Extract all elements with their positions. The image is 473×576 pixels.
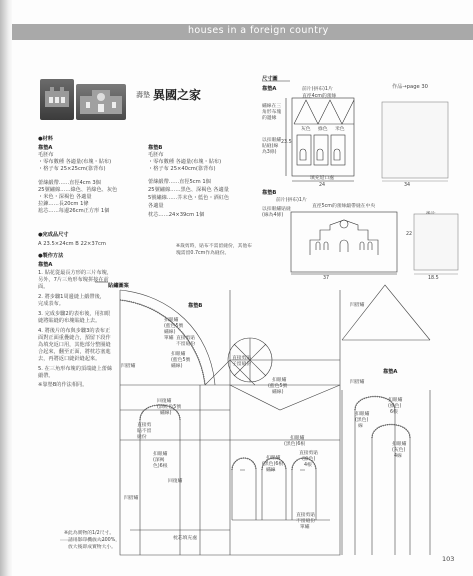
pattern-label-p2: 繡線) [171,364,183,369]
pattern-label-p1: 扣眼繡 [164,318,179,323]
b-left-label: 以扣眼繡貼縫 [262,207,291,212]
pattern-label-p5: 繡線) [272,390,284,395]
b-dim-width: 37 [323,276,330,281]
a-front-label: 前片(拼布)1片 [302,87,333,92]
cushion-a-back [382,102,448,181]
materials-b-line: ・格子布 25×40cm(靠背布) [148,166,216,172]
size-chart-a-label: 靠墊A [262,86,277,92]
page-title: 異國之家 [153,88,202,102]
pattern-label-p1: 單繡 [164,336,174,341]
materials-a-line: 尬芯……每邊26cm正方形 1個 [38,208,110,214]
materials-b-line: ・零布數種 各適量(布塊・貼布) [148,159,222,165]
method-line: 縫將貼縫的布塊貼縫上去。 [38,318,101,324]
method-line: 合起來，翻至正面，將枕芯塞進 [38,349,111,355]
page-ref: 作品→page 30 [392,84,428,90]
b-back-dim: 18.5 [428,276,439,281]
method-heading: ●製作方法 [38,253,64,259]
pattern-right-label: 凹摺繡 [350,380,365,385]
pattern-label-p12: 直接剪貼 [296,513,316,518]
materials-a-line: 蕾絲緞帶……直徑4cm 3個 [38,180,101,186]
series-label: 壽墊 [136,91,150,99]
b-front-label: 前片(拼布)1片 [276,198,307,203]
method-line: 另外，7片三角形布塊拼接在前 [38,277,109,283]
pattern-label-p1: 繡線) [164,330,176,335]
pattern-label-p5: 扣眼繡 [272,378,287,383]
method-line: 2. 將步驟1周邊縫上緞帶後， [38,294,105,300]
materials-a-title: 靠墊A [38,145,53,151]
pattern-a-stitch [355,397,410,439]
b-dim-height: 22 [406,232,413,237]
pattern-label-p16: 4根 [304,463,312,468]
a-left-label: 繡線在三 [262,104,282,109]
a-back-dim: 34 [404,183,411,188]
pattern-label-p12: 單繡 [300,525,310,530]
a-left-label-2: 貼縫(線 [262,144,279,149]
pattern-side-label: 凹摺繡 [124,496,139,501]
pattern-label-p9: 扣眼繡 [290,436,305,441]
materials-b-line: 25號繡線……黑色、深褐色 各適量 [148,187,229,193]
page-number: 103 [442,555,455,563]
materials-b-line: 5號繡線……芥末色・藍色・酒紅色 [148,195,230,201]
pattern-b-title: 靠墊B [188,303,203,309]
pattern-a-diagram [342,285,430,555]
pattern-label-p5: (藍色5號 [268,384,288,389]
a-tile-label: 米色 [335,127,345,132]
a-left-label: 的邊緣 [262,116,277,121]
cushion-a-diagram [286,98,354,181]
pattern-right-label: 凹摺繡 [350,303,365,308]
method-line: 緞帶。 [38,373,54,379]
pattern-label-p4: 子留縫份 [232,362,252,367]
a-bottom-label: 填充返口處 [310,176,334,181]
materials-heading: ●材料 [38,136,53,142]
pattern-label-p3: 直接剪貼 [176,336,196,341]
pattern-label-p4: 直接剪貼 [232,356,252,361]
pattern-label-p11: (黑色)6根 [262,462,284,467]
materials-a-line: ・零布數種 各適量(布塊・貼布) [38,159,112,165]
pattern-label-p14: 6根 [390,410,398,415]
pattern-label-p6: 回復繡 [157,399,172,404]
a-tile-label: 灰色 [301,127,311,132]
pattern-label-p14: (綠色) [388,404,402,409]
pattern-label-p2: 扣眼繡 [171,352,186,357]
pattern-label-p8: 色)6根 [153,464,168,469]
method-line: 4. 將後片的布與步驟3的表布正 [38,328,111,334]
pattern-label-p7: 縫份 [137,435,147,440]
scale-note: ※此為實物的1/2尺寸。 [64,531,115,536]
materials-b-title: 靠墊B [148,145,163,151]
scale-note: 放大後即成實物大小。 [68,545,116,550]
pattern-label-p7: 貼不留 [137,429,152,434]
a-dim-width: 24 [319,183,326,188]
pattern-label-p13: 枕芯填充處 [173,536,197,541]
pattern-label-p17: 線 [358,424,363,429]
pattern-label-p15: (灰色) [392,448,406,453]
pattern-label-p12: 不留縫份 [296,519,316,524]
a-lace-label: 直徑4cm的蕾絲 [302,94,337,99]
pattern-label-p17: (黑色) [355,418,369,423]
method-line: 5. 在三角形布塊的頂端縫上蕾絲 [38,366,113,372]
method-line: 1. 貼花從最長方形的三片布塊， [38,270,113,276]
method-line: 3. 完成步驟2的表布後，用扣眼 [38,311,111,317]
pattern-label-p8: (深褐 [153,458,165,463]
pattern-label-p16: (綠色) [302,457,316,462]
materials-note: ※裁剪時，貼布不需留縫份，其他布 [176,244,252,249]
pattern-side-label: 凹摺繡 [121,364,136,369]
pattern-a-title: 靠墊A [383,369,398,375]
pattern-label-p7: 直接剪 [137,423,152,428]
pattern-label-p14: 扣眼繡 [388,398,403,403]
a-dim-height: 23.5 [281,140,292,145]
finished-heading: ●完成品尺寸 [38,232,69,238]
pattern-label-p6: (酒紅色5號 [157,405,182,410]
finished-size: A 23.5×24cm B 22×37cm [38,241,106,247]
pattern-label-p11: 扣眼繡 [266,456,281,461]
materials-b-line: 各適量 [148,203,164,209]
pattern-label-p15: 扣眼繡 [392,442,407,447]
materials-a-line: 拉鍊……長20cm 1條 [38,201,89,207]
a-left-label: 角形布塊 [262,110,282,115]
materials-b-line: 毛胚布 [148,152,164,158]
materials-note: 塊需留0.7cm作為縫份。 [176,251,230,256]
method-line: 面。 [38,284,49,290]
materials-a-line: ・米色・深褐色 各適量 [38,194,92,200]
method-line: 完成表布。 [38,301,64,307]
pattern-label-p10: 回復繡 [168,479,183,484]
cushion-b-diagram [291,212,397,274]
size-chart-heading: 尺寸圖 [262,76,278,82]
materials-a-line: 25號繡線……綠色、苔綠色、灰色 [38,187,118,193]
pattern-heading: 貼繡圖案 [108,283,129,289]
pattern-label-p2: (藍色5號 [171,358,191,363]
a-left-label-2: 為3條) [262,150,277,155]
method-line: 面對正面重疊縫合，預留下段作 [38,335,111,341]
b-lace-label: 直徑5cm的蕾絲緞帶縫在中央 [312,204,376,209]
materials-a-line: ・格子布 25×25cm(靠背布) [38,166,106,172]
size-chart-b-label: 靠墊B [262,190,277,196]
scale-note: 請用影印機放大200%， [68,538,121,543]
pattern-label-p1: (藍色5號 [164,324,184,329]
cushion-b-back [414,214,458,274]
method-line: ※靠墊B的作法相同。 [38,382,88,388]
a-left-label-2: 以扣眼繡 [262,138,282,143]
pattern-b-diagram [120,290,340,555]
method-line: 為填充返口用，其他部分整圈縫 [38,342,111,348]
pattern-label-p8: 扣眼繡 [153,452,168,457]
b-left-label: (線為4條) [262,213,284,218]
pattern-label-p6: 繡線) [160,411,172,416]
pattern-label-p15: 4線 [394,454,402,459]
a-tile-label: 綠色 [318,127,328,132]
pattern-label-p3: 不留縫份 [176,342,196,347]
materials-a-line: 毛胚布 [38,152,54,158]
pattern-label-p17: 扣眼繡 [355,412,370,417]
pattern-label-p16: 直接剪貼 [299,451,319,456]
pattern-label-p9: (黑色)6根 [284,442,306,447]
pattern-label-p11: 繡線 [266,468,276,473]
materials-b-line: 枕芯……24×39cm 1個 [148,212,205,218]
materials-b-line: 蕾絲緞帶……直徑5cm 1個 [148,179,211,185]
method-line: 去，再將返口縫針縫起來。 [38,356,101,362]
header-title: houses in a foreign country [188,25,329,36]
method-sub: 靠墊A [38,262,53,268]
